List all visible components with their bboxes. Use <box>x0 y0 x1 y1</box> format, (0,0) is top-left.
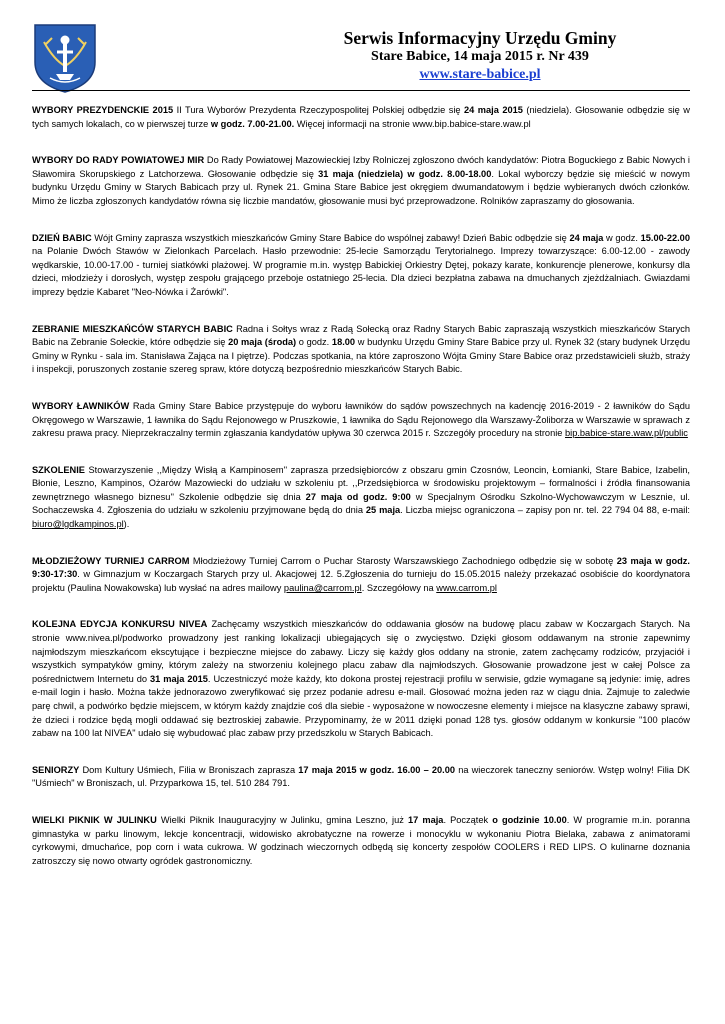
article-emphasis: 15.00-22.00 <box>640 232 690 243</box>
article-heading: KOLEJNA EDYCJA KONKURSU NIVEA <box>32 619 208 630</box>
article-text: w Specjalnym Ośrodku Szkolno-Wychowawczym w Lesznie, ul. Sochaczewska 4. Zgłoszenia do udziału w szkoleniu przyjmowane będą do dnia <box>32 491 690 516</box>
article-emphasis: 24 maja <box>569 232 604 243</box>
article-text: Rada Gminy Stare Babice przystępuje do wyboru ławników do sądów powszechnych na kadencję 2016-2019 - 2 ławników do Sądu Okręgowego w Warszawie, 1 ławnika do Sądu Rejonowego w Pruszkowie, 1 ławnika do Sądu Rejonowego dla Warszawy-Żoliborza w Warszawie w sprawach z zakresu prawa pracy. Nieprzekraczalny termin zgłaszania kandydatów upływa 30 czerwca 2015 r. Szczegóły procedury na stronie <box>32 400 690 439</box>
article-emphasis: 24 maja 2015 <box>464 105 523 115</box>
article-link[interactable]: bip.babice-stare.waw.pl/public <box>565 428 688 439</box>
header-titles <box>270 28 690 84</box>
article-emphasis: 31 maja (niedziela) w godz. 8.00-18.00 <box>318 168 492 179</box>
article-text: (niedziela). Głosowanie odbędzie się w tych samych lokalach, co w pierwszej turze <box>32 105 690 129</box>
coat-of-arms-icon <box>32 22 98 94</box>
article-text: Zachęcamy wszystkich mieszkańców do oddawania głosów na budowę placu zabaw w Koczargach Starych. Na stronie www.nivea.pl/podworko prowadzony jest ranking lokalizacji ubiegających się o zwycięstwo. Dzięki głosom oddawanym na stronie zapewnimy najmłodszym mieszkańcom ekscytujące i bezpieczne miejsce do zabawy. Liczy się każdy głos oddany na stronie, zatem zachęcamy rodziców, przyjaciół i wszystkich sympatyków gminy, którym zależy na stworzeniu kolejnego placu zabaw dla najmłodszych. Głosowanie prowadzone jest w całej Polsce za pośrednictwem Internetu do <box>32 619 690 684</box>
article-text: Więcej informacji na stronie www.bip.babice-stare.waw.pl <box>294 118 531 129</box>
article-emphasis: 25 maja <box>365 505 401 516</box>
article-paragraph <box>32 154 690 208</box>
article-text: Wielki Piknik Inauguracyjny w Julinku, gmina Leszno, już <box>156 814 408 825</box>
articles-list <box>32 104 690 868</box>
article-text: Do Rady Powiatowej Mazowieckiej Izby Rolniczej zgłoszono dwóch kandydatów: Piotra Boguckiego z Babic Nowych i Sławomira Skorupskiego z Latchorzewa. Głosowanie odbędzie się <box>32 155 690 179</box>
article-text: Stowarzyszenie ,,Między Wisłą a Kampinosem'' zaprasza przedsiębiorców z obszaru gmin Czosnów, Leoncin, Łomianki, Stare Babice, Izabelin, Błonie, Leszno, Kampinos, Ożarów Mazowiecki do udziału w szkoleniu pt. ,,Przedsiębiorca w środowisku projektowym – formalności i źródła finansowania zewnętrznego własnego biznesu'' Szkolenie odbędzie się dnia <box>32 464 690 502</box>
article-emphasis: 18.00 <box>331 337 356 348</box>
article-text: na Polanie Dwóch Stawów w Zielonkach Parcelach. Hasło przewodnie: 25-lecie Samorządu Terytorialnego. Imprezy towarzyszące: 6.00-12.00 - zawody wędkarskie, 10.00-17.00 - turniej siatkówki plażowej. W programie m.in. występ Babickiej Orkiestry Dętej, pokazy karate, konkurencje plenerowe, konkursy dla dzieci, młodzieży i dorosłych, występ zespołu grającego przeboje ostatniego 25-lecia. Dla dzieci bezpłatna zabawa na dmuchanych zjeżdżalniach. Gwiazdami imprezy będzie Kabaret "Neo-Nówka i Żarówki". <box>32 246 690 297</box>
article-heading: WIELKI PIKNIK W JULINKU <box>32 814 157 825</box>
article-text: o godz. <box>296 337 332 348</box>
article-text: na wieczorek taneczny seniorów. Wstęp wolny! Filia DK "Uśmiech" w Broniszach, ul. Przyparkowa 15, tel. 510 284 791. <box>32 764 690 789</box>
article-text: . Liczba miejsc ograniczona – zapisy pon nr. tel. 22 794 04 88, e-mail: <box>400 505 690 516</box>
article-text: Dom Kultury Uśmiech, Filia w Broniszach zaprasza <box>79 764 299 775</box>
newsletter-title: Serwis Informacyjny Urzędu Gminy <box>343 28 617 48</box>
article-text: ). <box>123 519 130 530</box>
article-emphasis: 20 maja (środa) <box>228 337 297 348</box>
article-paragraph <box>32 400 690 441</box>
article-text: . Szczegółowy na <box>361 582 437 593</box>
article-heading: WYBORY PREZYDENCKIE 2015 <box>32 105 174 115</box>
article-emphasis: 17 maja 2015 w godz. 16.00 – 20.00 <box>298 764 456 775</box>
article-text: . Początek <box>443 814 493 825</box>
article-paragraph <box>32 323 690 377</box>
issue-date: Stare Babice, 14 maja 2015 r. Nr 439 <box>371 49 589 64</box>
article-text: . Uczestniczyć może każdy, kto dokona prostej rejestracji profilu w serwisie, gdzie wymagane są jedynie: imię, adres e-mail login i hasło. Można także jednorazowo zweryfikować się przez podanie adresu e-mail. Głosować można jeden raz w ciągu dnia. Zajmuje to zaledwie parę chwil, a podwórko będzie miejscem, w którym każdy znajdzie coś dla siebie - wyposażone w nowoczesne elementy i miejsce na klasyczne zabawy sprawi, że dzieci i rodzice będą mogli oddawać się beztroskiej zabawie. Przypominamy, że w 2011 dzięki ponad 128 tys. głosów oddanym w konkursie "100 placów zabaw na 100 lat NIVEA" udało się wybudować plac zabaw przy przedszkolu w Starych Babicach. <box>32 673 691 739</box>
article-heading: WYBORY ŁAWNIKÓW <box>32 400 130 411</box>
article-text: . W programie m.in. poranna gimnastyka w parku linowym, lekcje koncentracji, widowisko akrobatyczne na rowerze i monocyklu w wykonaniu Piotra Bielaka, zabawa z animatorami cyrkowymi, dmuchańce, pop corn i wata cukrowa. W godzinach wieczornych odbędą się koncerty zespołów COOLERS i RED LIPS. O kulinarne doznania zatroszczy się nowo otwarty ogródek gastronomiczny. <box>32 814 690 866</box>
article-text: . w Gimnazjum w Koczargach Starych przy ul. Akacjowej 12. 5.Zgłoszenia do turnieju do 15.05.2015 należy przekazać osobiście do koordynatora projektu (Paulina Nowakowska) lub wysłać na adres mailowy <box>32 569 690 593</box>
article-text: Wójt Gminy zaprasza wszystkich mieszkańców Gminy Stare Babice do wspólnej zabawy! Dzień Babic odbędzie się <box>91 232 570 243</box>
article-link[interactable]: www.carrom.pl <box>436 582 497 593</box>
article-text: w budynku Urzędu Gminy Stare Babice przy ul. Rynek 32 (stary budynek Urzędu Gminy w Rynku - sala im. Stanisława Zająca na I piętrze). Podczas spotkania, na które zaproszono Wójta Gminy Stare Babice oraz przedstawicieli służb, straży i inspekcji, poruszonych zostanie szereg spraw, które dotyczą bezpośrednio mieszkańców Starych Babic. <box>32 337 690 375</box>
article-link[interactable]: biuro@lgdkampinos.pl <box>32 519 124 530</box>
article-text: II Tura Wyborów Prezydenta Rzeczypospolitej Polskiej odbędzie się <box>173 105 465 115</box>
article-paragraph <box>32 618 690 740</box>
article-link[interactable]: paulina@carrom.pl <box>283 582 362 593</box>
article-text: . Lokal wyborczy będzie się mieścić w nowym budynku Urzędu Gminy w Starych Babicach przy ul. Rynek 21. Gmina Stare Babice jest okręgiem dwumandatowym i będzie wybieranych dwóch członków. Mimo że liczba zgłoszonych kandydatów równa się liczbie mandatów, głosowanie musi być przeprowadzone. Rolników zapraszamy do głosowania. <box>32 168 691 206</box>
article-heading: WYBORY DO RADY POWIATOWEJ MIR <box>32 155 205 166</box>
article-emphasis: w godz. 7.00-21.00. <box>210 118 295 129</box>
article-paragraph <box>32 814 690 868</box>
article-heading: SZKOLENIE <box>32 464 85 475</box>
article-paragraph <box>32 764 690 791</box>
newsletter-header <box>32 22 690 88</box>
article-paragraph <box>32 104 690 131</box>
article-paragraph <box>32 232 690 300</box>
article-text: Radna i Sołtys wraz z Radą Sołecką oraz Radny Starych Babic zapraszają wszystkich mieszkańców Starych Babic na Zebranie Sołeckie, które odbędzie się <box>32 323 691 348</box>
article-heading: MŁODZIEŻOWY TURNIEJ CARROM <box>32 555 190 566</box>
website-link[interactable]: www.stare-babice.pl <box>419 67 541 82</box>
article-heading: DZIEŃ BABIC <box>32 232 92 243</box>
article-text: w godz. <box>603 232 641 243</box>
article-emphasis: o godzinie 10.00 <box>492 814 567 825</box>
header-divider <box>32 90 690 91</box>
article-paragraph <box>32 555 690 596</box>
article-heading: SENIORZY <box>32 764 80 775</box>
article-emphasis: 23 maja w godz. 9:30-17:30 <box>32 555 690 580</box>
article-heading: ZEBRANIE MIESZKAŃCÓW STARYCH BABIC <box>32 323 233 334</box>
article-emphasis: 27 maja od godz. 9:00 <box>305 491 411 502</box>
article-emphasis: 17 maja <box>407 814 444 825</box>
article-paragraph <box>32 464 690 532</box>
article-emphasis: 31 maja 2015 <box>149 673 208 684</box>
article-text: Młodzieżowy Turniej Carrom o Puchar Starosty Warszawskiego Zachodniego odbędzie się w sobotę <box>189 555 617 566</box>
